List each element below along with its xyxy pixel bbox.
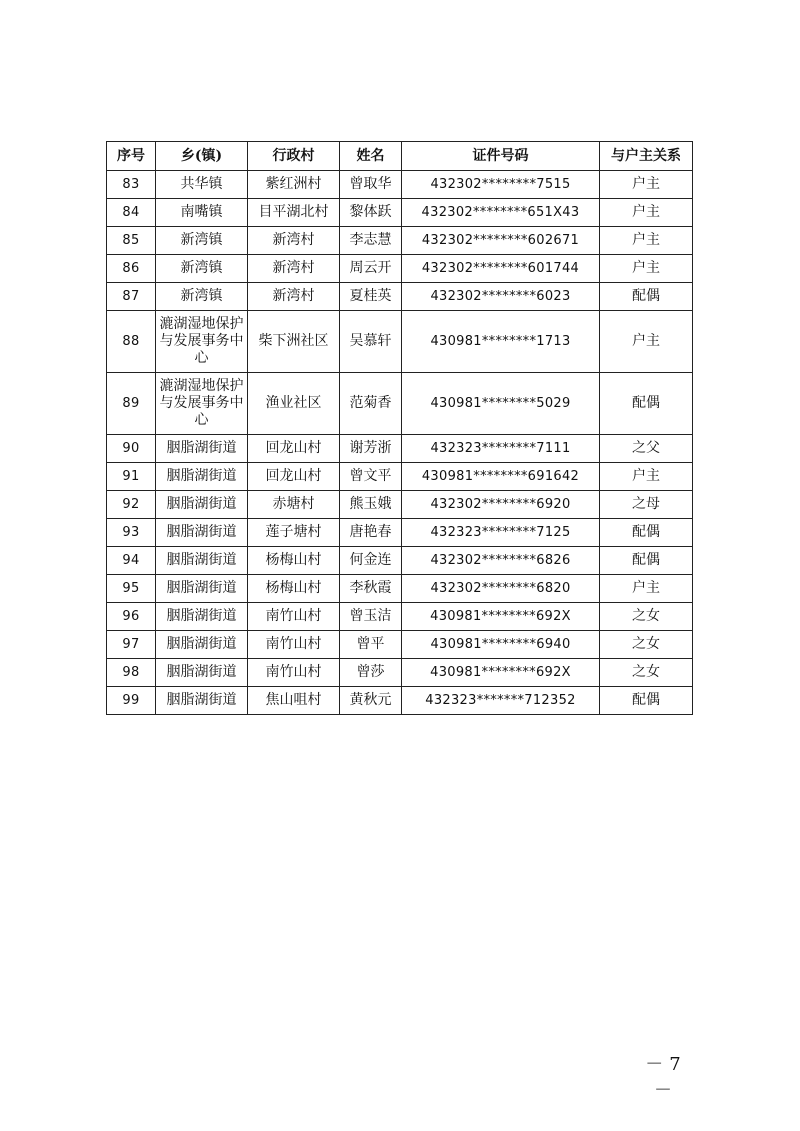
table-row xyxy=(107,199,693,227)
cell-town: 新湾镇 xyxy=(156,283,248,311)
table-row xyxy=(107,575,693,603)
cell-id-number: 432302********6920 xyxy=(402,491,600,519)
cell-id-number: 432302********7515 xyxy=(402,171,600,199)
cell-id-number: 432302********601744 xyxy=(402,255,600,283)
cell-village: 赤塘村 xyxy=(248,491,340,519)
cell-town-line: 心 xyxy=(194,412,209,428)
cell-no: 83 xyxy=(107,171,156,199)
cell-name: 黎体跃 xyxy=(340,199,402,227)
cell-town-line: 漉湖湿地保护 xyxy=(159,316,244,332)
table-row xyxy=(107,283,693,311)
table-row xyxy=(107,373,693,435)
cell-town: 胭脂湖街道 xyxy=(156,519,248,547)
cell-relation: 配偶 xyxy=(600,373,693,435)
cell-village: 目平湖北村 xyxy=(248,199,340,227)
cell-village: 柴下洲社区 xyxy=(248,311,340,373)
cell-id-number: 432323*******712352 xyxy=(402,687,600,715)
cell-id-number: 430981********5029 xyxy=(402,373,600,435)
header-id-number: 证件号码 xyxy=(402,142,600,171)
cell-village: 杨梅山村 xyxy=(248,547,340,575)
table-row xyxy=(107,255,693,283)
cell-id-number: 430981********692X xyxy=(402,603,600,631)
cell-relation: 之女 xyxy=(600,603,693,631)
cell-no: 95 xyxy=(107,575,156,603)
cell-relation: 户主 xyxy=(600,463,693,491)
cell-name: 曾玉洁 xyxy=(340,603,402,631)
cell-village: 回龙山村 xyxy=(248,463,340,491)
cell-village: 南竹山村 xyxy=(248,631,340,659)
cell-village: 新湾村 xyxy=(248,283,340,311)
table-row xyxy=(107,631,693,659)
cell-relation: 户主 xyxy=(600,199,693,227)
cell-name: 夏桂英 xyxy=(340,283,402,311)
cell-relation: 配偶 xyxy=(600,519,693,547)
cell-town-line: 与发展事务中 xyxy=(159,395,244,411)
cell-relation: 户主 xyxy=(600,575,693,603)
cell-village: 回龙山村 xyxy=(248,435,340,463)
cell-name: 周云开 xyxy=(340,255,402,283)
cell-village: 紫红洲村 xyxy=(248,171,340,199)
cell-town: 胭脂湖街道 xyxy=(156,575,248,603)
cell-relation: 户主 xyxy=(600,255,693,283)
cell-name: 吴慕轩 xyxy=(340,311,402,373)
table-row xyxy=(107,171,693,199)
cell-id-number: 432302********602671 xyxy=(402,227,600,255)
cell-id-number: 432302********6826 xyxy=(402,547,600,575)
table-row xyxy=(107,491,693,519)
cell-town: 胭脂湖街道 xyxy=(156,491,248,519)
cell-town: 胭脂湖街道 xyxy=(156,659,248,687)
table-row xyxy=(107,519,693,547)
cell-name: 黄秋元 xyxy=(340,687,402,715)
table-body xyxy=(107,171,693,715)
cell-no: 99 xyxy=(107,687,156,715)
cell-town-line: 与发展事务中 xyxy=(159,333,244,349)
cell-relation: 之女 xyxy=(600,659,693,687)
cell-town: 新湾镇 xyxy=(156,227,248,255)
cell-village: 南竹山村 xyxy=(248,603,340,631)
cell-no: 98 xyxy=(107,659,156,687)
cell-name: 曾文平 xyxy=(340,463,402,491)
cell-name: 曾平 xyxy=(340,631,402,659)
table-row xyxy=(107,659,693,687)
cell-id-number: 432302********651X43 xyxy=(402,199,600,227)
cell-town: 胭脂湖街道 xyxy=(156,687,248,715)
cell-name: 曾莎 xyxy=(340,659,402,687)
cell-no: 85 xyxy=(107,227,156,255)
cell-no: 96 xyxy=(107,603,156,631)
cell-village: 新湾村 xyxy=(248,227,340,255)
cell-id-number: 430981********691642 xyxy=(402,463,600,491)
cell-no: 87 xyxy=(107,283,156,311)
page-number: －7－ xyxy=(645,1054,687,1101)
cell-no: 97 xyxy=(107,631,156,659)
cell-relation: 配偶 xyxy=(600,687,693,715)
cell-no: 93 xyxy=(107,519,156,547)
cell-name: 曾取华 xyxy=(340,171,402,199)
cell-no: 90 xyxy=(107,435,156,463)
cell-no: 92 xyxy=(107,491,156,519)
cell-town: 胭脂湖街道 xyxy=(156,463,248,491)
cell-id-number: 432302********6820 xyxy=(402,575,600,603)
cell-relation: 之女 xyxy=(600,631,693,659)
cell-id-number: 430981********6940 xyxy=(402,631,600,659)
cell-no: 91 xyxy=(107,463,156,491)
cell-town: 胭脂湖街道 xyxy=(156,435,248,463)
cell-no: 86 xyxy=(107,255,156,283)
cell-id-number: 430981********692X xyxy=(402,659,600,687)
header-name: 姓名 xyxy=(340,142,402,171)
cell-no: 84 xyxy=(107,199,156,227)
cell-name: 唐艳春 xyxy=(340,519,402,547)
cell-town: 胭脂湖街道 xyxy=(156,603,248,631)
cell-name: 李秋霞 xyxy=(340,575,402,603)
cell-town xyxy=(156,373,248,435)
header-no: 序号 xyxy=(107,142,156,171)
cell-town xyxy=(156,311,248,373)
cell-village: 新湾村 xyxy=(248,255,340,283)
cell-no: 94 xyxy=(107,547,156,575)
cell-town: 胭脂湖街道 xyxy=(156,547,248,575)
cell-id-number: 432323********7111 xyxy=(402,435,600,463)
cell-id-number: 430981********1713 xyxy=(402,311,600,373)
cell-id-number: 432302********6023 xyxy=(402,283,600,311)
cell-name: 熊玉娥 xyxy=(340,491,402,519)
cell-id-number: 432323********7125 xyxy=(402,519,600,547)
cell-no: 88 xyxy=(107,311,156,373)
table-row xyxy=(107,687,693,715)
cell-town: 南嘴镇 xyxy=(156,199,248,227)
cell-relation: 户主 xyxy=(600,311,693,373)
table-row xyxy=(107,603,693,631)
table-header-row xyxy=(107,142,693,171)
cell-relation: 配偶 xyxy=(600,283,693,311)
header-relation: 与户主关系 xyxy=(600,142,693,171)
cell-relation: 户主 xyxy=(600,227,693,255)
cell-relation: 之母 xyxy=(600,491,693,519)
cell-relation: 户主 xyxy=(600,171,693,199)
cell-no: 89 xyxy=(107,373,156,435)
cell-village: 南竹山村 xyxy=(248,659,340,687)
table-row xyxy=(107,547,693,575)
cell-relation: 之父 xyxy=(600,435,693,463)
header-town: 乡(镇) xyxy=(156,142,248,171)
table-row xyxy=(107,227,693,255)
roster-table xyxy=(106,141,693,715)
cell-town-line: 漉湖湿地保护 xyxy=(159,378,244,394)
table-row xyxy=(107,463,693,491)
header-village: 行政村 xyxy=(248,142,340,171)
cell-town: 共华镇 xyxy=(156,171,248,199)
cell-village: 莲子塘村 xyxy=(248,519,340,547)
cell-name: 谢芳浙 xyxy=(340,435,402,463)
cell-village: 焦山咀村 xyxy=(248,687,340,715)
cell-village: 杨梅山村 xyxy=(248,575,340,603)
table-row xyxy=(107,435,693,463)
cell-relation: 配偶 xyxy=(600,547,693,575)
cell-name: 李志慧 xyxy=(340,227,402,255)
table-row xyxy=(107,311,693,373)
cell-town: 胭脂湖街道 xyxy=(156,631,248,659)
cell-name: 何金连 xyxy=(340,547,402,575)
cell-village: 渔业社区 xyxy=(248,373,340,435)
cell-town-line: 心 xyxy=(194,350,209,366)
cell-town: 新湾镇 xyxy=(156,255,248,283)
cell-name: 范菊香 xyxy=(340,373,402,435)
